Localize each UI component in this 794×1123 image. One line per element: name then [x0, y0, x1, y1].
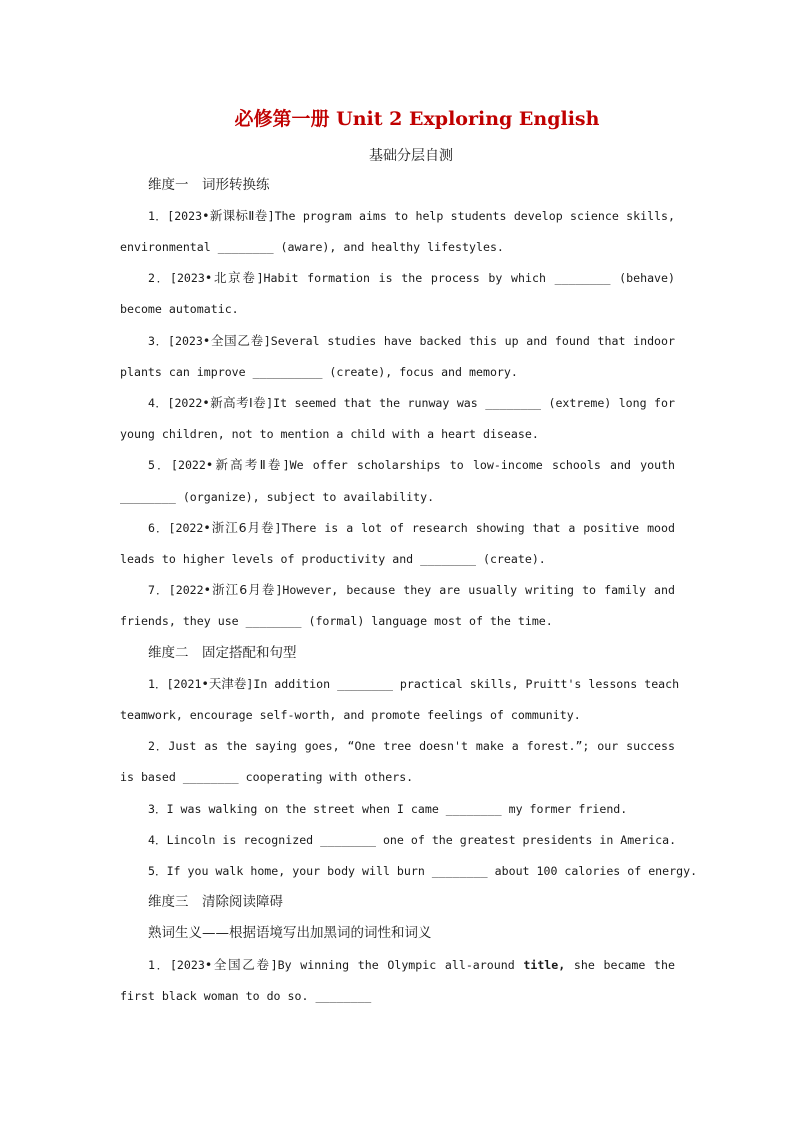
- section-heading-2: 维度二 固定搭配和句型: [148, 645, 297, 661]
- question-line: is based ________ cooperating with others.: [120, 770, 414, 784]
- question-line: 1．[2023•全国乙卷]By winning the Olympic all-around title, she became the: [148, 957, 675, 972]
- question-line: 1．[2023•新课标Ⅱ卷]The program aims to help students develop science skills,: [148, 208, 676, 223]
- question-line: plants can improve __________ (create), focus and memory.: [120, 365, 518, 379]
- question-line: 3．[2023•全国乙卷]Several studies have backed this up and found that indoor: [148, 333, 675, 348]
- question-line: 5．If you walk home, your body will burn ________ about 100 calories of energy.: [148, 864, 698, 878]
- bold-keyword: title,: [523, 958, 566, 972]
- question-line: 4．[2022•新高考Ⅰ卷]It seemed that the runway was ________ (extreme) long for: [148, 395, 675, 410]
- question-line: 2．[2023•北京卷]Habit formation is the process by which ________ (behave): [148, 270, 676, 285]
- question-line: 2．Just as the saying goes, “One tree doesn't make a forest.”; our success: [148, 739, 675, 753]
- page-title: 必修第一册 Unit 2 Exploring English: [234, 108, 600, 130]
- section-subheading: 熟词生义——根据语境写出加黑词的词性和词义: [148, 925, 432, 941]
- page-subtitle: 基础分层自测: [369, 148, 453, 164]
- question-line: young children, not to mention a child with a heart disease.: [120, 427, 539, 441]
- question-line: 1．[2021•天津卷]In addition ________ practical skills, Pruitt's lessons teach: [148, 676, 680, 691]
- question-line: 4．Lincoln is recognized ________ one of the greatest presidents in America.: [148, 833, 677, 847]
- question-line: 6．[2022•浙江6月卷]There is a lot of research showing that a positive mood: [148, 520, 675, 535]
- question-line: 5．[2022•新高考Ⅱ卷]We offer scholarships to low-income schools and youth: [148, 457, 676, 472]
- question-line: 3．I was walking on the street when I came ________ my former friend.: [148, 802, 628, 816]
- section-heading-3: 维度三 清除阅读障碍: [148, 894, 283, 910]
- question-line: first black woman to do so. ________: [120, 989, 372, 1003]
- question-line: become automatic.: [120, 302, 239, 316]
- question-line: 7．[2022•浙江6月卷]However, because they are usually writing to family and: [148, 582, 675, 597]
- question-line: friends, they use ________ (formal) language most of the time.: [120, 614, 553, 628]
- question-line: environmental ________ (aware), and healthy lifestyles.: [120, 240, 504, 254]
- question-line: teamwork, encourage self-worth, and promote feelings of community.: [120, 708, 581, 722]
- question-line: leads to higher levels of productivity and ________ (create).: [120, 552, 546, 566]
- question-line: ________ (organize), subject to availability.: [120, 490, 435, 504]
- section-heading-1: 维度一 词形转换练: [148, 177, 270, 193]
